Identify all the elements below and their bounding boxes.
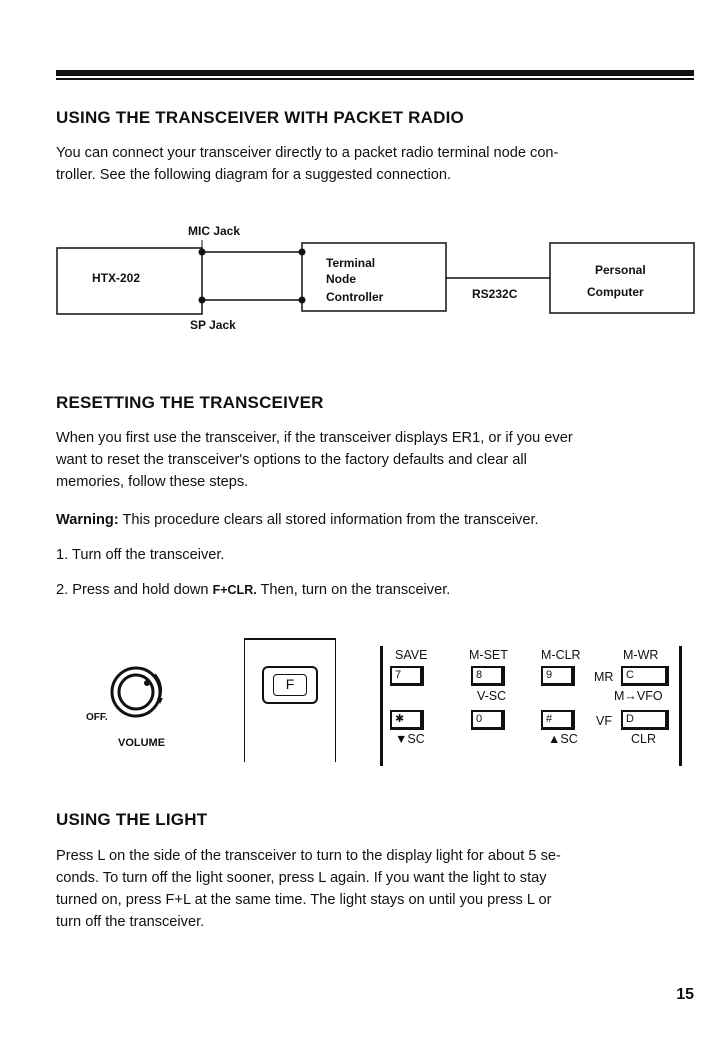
label-clr: CLR [631, 732, 657, 746]
key-c: C [621, 666, 669, 686]
warning-line [56, 510, 539, 532]
key-9: 9 [541, 666, 575, 686]
step-2-prefix: 2. Press and hold down [56, 582, 209, 598]
heading-resetting: RESETTING THE TRANSCEIVER [56, 393, 324, 412]
keypad-left-border [380, 646, 383, 766]
knob-off-label: OFF. [86, 712, 108, 723]
keypad-right-border [679, 646, 682, 766]
key-8: 8 [471, 666, 505, 686]
packet-paragraph-line2: troller. See the following diagram for a suggested connection. [56, 167, 452, 183]
sp-jack-label: SP Jack [190, 318, 236, 332]
label-down-sc: ▼SC [395, 732, 425, 746]
heading-using-light: USING THE LIGHT [56, 810, 208, 829]
step-2-suffix: Then, turn on the transceiver. [260, 582, 451, 598]
tnc-label-line1: Terminal [326, 256, 376, 270]
f-key: F [273, 674, 307, 696]
label-m-set: M-SET [469, 648, 508, 662]
mic-jack-label: MIC Jack [188, 224, 241, 238]
tnc-mic-dot [299, 249, 306, 256]
label-mr: MR [594, 670, 614, 684]
step-1: 1. Turn off the transceiver. [56, 547, 225, 563]
f-key-outer [262, 666, 318, 704]
warning-text: This procedure clears all stored information from the transceiver. [122, 512, 539, 528]
tnc-label-line2: Node [326, 272, 356, 286]
controls-illustration [0, 600, 722, 770]
key-7: 7 [390, 666, 424, 686]
connection-diagram [0, 0, 722, 340]
page-number: 15 [676, 986, 694, 1003]
label-vf: VF [596, 714, 612, 728]
pc-label-line1: Personal [595, 263, 646, 277]
light-paragraph-line3: turned on, press F+L at the same time. The light stays on until you press L or [56, 892, 552, 908]
volume-knob-icon [100, 662, 190, 722]
knob-volume-label: VOLUME [118, 737, 166, 749]
light-paragraph-line1: Press L on the side of the transceiver to turn to the display light for about 5 se- [56, 848, 561, 864]
pc-label-line2: Computer [587, 285, 644, 299]
radio-label: HTX-202 [92, 271, 141, 285]
label-m-vfo: M→VFO [614, 689, 663, 703]
step-2 [56, 580, 450, 602]
light-paragraph-line4: turn off the transceiver. [56, 914, 205, 930]
rs232-label: RS232C [472, 287, 518, 301]
key-0: 0 [471, 710, 505, 730]
tnc-label-line3: Controller [326, 290, 384, 304]
heading-packet-radio: USING THE TRANSCEIVER WITH PACKET RADIO [56, 108, 464, 127]
packet-paragraph-line1: You can connect your transceiver directly to a packet radio terminal node con- [56, 145, 559, 161]
pc-box [550, 243, 694, 313]
key-hash: # [541, 710, 575, 730]
label-m-wr: M-WR [623, 648, 659, 662]
sp-jack-dot [199, 297, 206, 304]
reset-paragraph-line1: When you first use the transceiver, if the transceiver displays ER1, or if you ever [56, 430, 573, 446]
tnc-sp-dot [299, 297, 306, 304]
label-save: SAVE [395, 648, 428, 662]
reset-paragraph-line2: want to reset the transceiver's options to the factory defaults and clear all [56, 452, 527, 468]
label-m-clr: M-CLR [541, 648, 581, 662]
step-2-keys: F+CLR. [212, 583, 257, 597]
warning-label: Warning: [56, 512, 119, 528]
light-paragraph-line2: conds. To turn off the light sooner, press L again. If you want the light to stay [56, 870, 547, 886]
key-d: D [621, 710, 669, 730]
key-star: ✱ [390, 710, 424, 730]
label-up-sc: ▲SC [548, 732, 578, 746]
mic-jack-dot [199, 249, 206, 256]
reset-paragraph-line3: memories, follow these steps. [56, 474, 249, 490]
label-v-sc: V-SC [477, 689, 507, 703]
